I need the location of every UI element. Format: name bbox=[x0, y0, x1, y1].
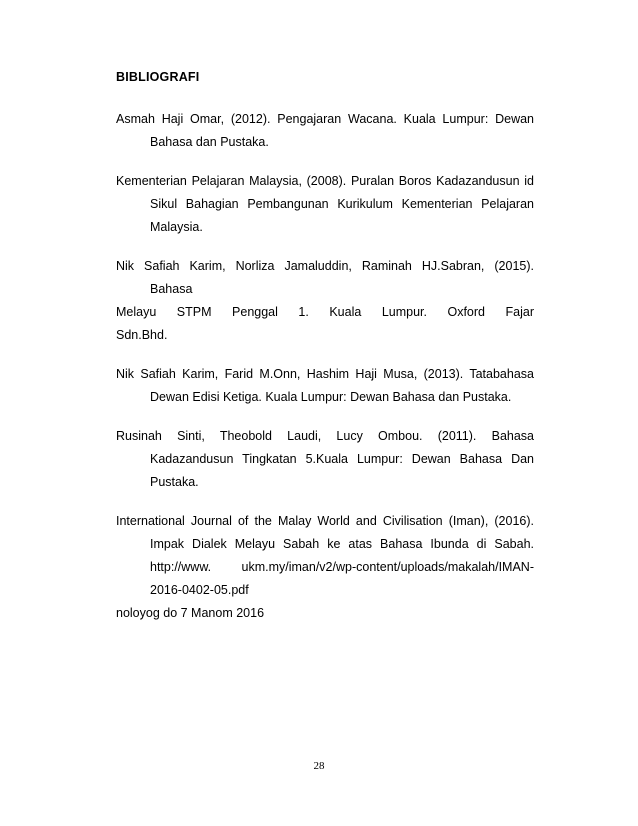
reference-entry bbox=[116, 425, 534, 494]
reference-text: Asmah Haji Omar, (2012). Pengajaran Wacana. Kuala Lumpur: Dewan Bahasa dan Pustaka. bbox=[116, 112, 534, 149]
reference-text: International Journal of the Malay World and Civilisation (Iman), (2016). Impak Dialek Melayu Sabah ke atas Bahasa Ibunda di Sabah. http://www. ukm.my/iman/v2/wp-content/uploads/makalah/IMAN-2016-0402-05.pdf bbox=[116, 514, 534, 597]
reference-list bbox=[116, 108, 534, 641]
bibliography-heading: BIBLIOGRAFI bbox=[116, 70, 200, 84]
page-number: 28 bbox=[313, 760, 325, 772]
reference-text: Rusinah Sinti, Theobold Laudi, Lucy Ombou. (2011). Bahasa Kadazandusun Tingkatan 5.Kuala Lumpur: Dewan Bahasa Dan Pustaka. bbox=[116, 429, 534, 489]
reference-entry bbox=[116, 108, 534, 154]
reference-entry bbox=[116, 255, 534, 347]
reference-text: Melayu STPM Penggal 1. Kuala Lumpur. Oxford Fajar bbox=[116, 305, 534, 319]
reference-text: Nik Safiah Karim, Norliza Jamaluddin, Raminah HJ.Sabran, (2015). Bahasa bbox=[116, 259, 534, 296]
reference-text: Sdn.Bhd. bbox=[116, 328, 168, 342]
reference-entry bbox=[116, 510, 534, 625]
reference-entry bbox=[116, 170, 534, 239]
reference-entry bbox=[116, 363, 534, 409]
access-date-note: noloyog do 7 Manom 2016 bbox=[116, 606, 265, 620]
reference-text: Nik Safiah Karim, Farid M.Onn, Hashim Haji Musa, (2013). Tatabahasa Dewan Edisi Ketiga. Kuala Lumpur: Dewan Bahasa dan Pustaka. bbox=[116, 367, 534, 404]
reference-text: Kementerian Pelajaran Malaysia, (2008). Puralan Boros Kadazandusun id Sikul Bahagian Pembangunan Kurikulum Kementerian Pelajaran Malaysia. bbox=[116, 174, 534, 234]
